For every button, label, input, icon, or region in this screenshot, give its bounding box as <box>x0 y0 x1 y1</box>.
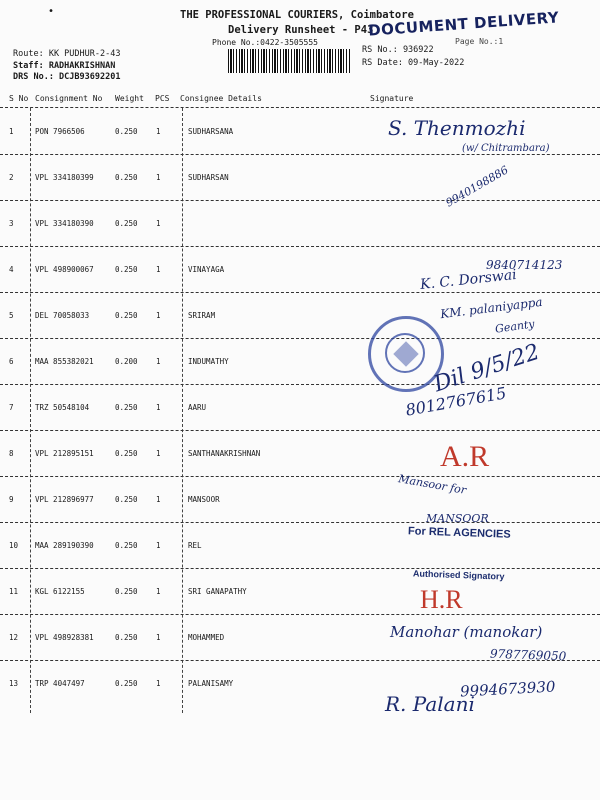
drs-number: DRS No.: DCJB93692201 <box>13 72 121 82</box>
row-weight: 0.250 <box>115 633 138 642</box>
phone-number: Phone No.:0422-3505555 <box>212 38 318 47</box>
row-pcs: 1 <box>156 587 161 596</box>
document-delivery-stamp: DOCUMENT DELIVERY <box>367 8 560 40</box>
table-row <box>0 430 600 477</box>
row-pcs: 1 <box>156 173 161 182</box>
row-weight: 0.250 <box>115 127 138 136</box>
row-pcs: 1 <box>156 219 161 228</box>
table-row <box>0 384 600 431</box>
row-weight: 0.200 <box>115 357 138 366</box>
staff: Staff: RADHAKRISHNAN <box>13 61 116 71</box>
signature-7: 8012767615 <box>404 383 508 420</box>
col-consignee: Consignee Details <box>180 94 262 103</box>
row-pcs: 1 <box>156 495 161 504</box>
row-consignee: PALANISAMY <box>188 679 234 688</box>
speck: • <box>48 6 55 17</box>
row-weight: 0.250 <box>115 265 138 274</box>
signature-12-phone: 9787769050 <box>489 646 567 664</box>
row-consignee: SUDHARSANA <box>188 127 234 136</box>
row-pcs: 1 <box>156 311 161 320</box>
row-consignment: VPL 334180390 <box>35 219 94 228</box>
signature-5: KM. palaniyappa <box>439 294 544 322</box>
rs-number: RS No.: 936922 <box>362 45 434 55</box>
row-consignment: TRZ 50548104 <box>35 403 90 412</box>
row-consignment: VPL 498900067 <box>35 265 94 274</box>
signature-13-phone: 9994673930 <box>459 677 556 701</box>
row-sno: 12 <box>9 633 19 642</box>
signature-4-phone: 9840714123 <box>486 258 563 272</box>
rel-agencies-stamp: For REL AGENCIES <box>407 525 511 541</box>
signature-4: K. C. Dorswai <box>419 266 518 294</box>
row-consignee: REL <box>188 541 202 550</box>
row-pcs: 1 <box>156 679 161 688</box>
table-row <box>0 200 600 247</box>
row-consignee: MANSOOR <box>188 495 220 504</box>
row-consignment: KGL 6122155 <box>35 587 85 596</box>
row-consignee: VINAYAGA <box>188 265 225 274</box>
signature-1: S. Thenmozhi <box>388 116 526 140</box>
row-weight: 0.250 <box>115 679 138 688</box>
row-consignment: DEL 70058033 <box>35 311 90 320</box>
col-weight: Weight <box>115 94 144 103</box>
signature-6: Dil 9/5/22 <box>430 339 543 398</box>
col-consignment: Consignment No <box>35 94 103 103</box>
row-consignment: PON 7966506 <box>35 127 85 136</box>
signature-2: 9940198886 <box>443 163 511 210</box>
signature-9b: MANSOOR <box>426 512 489 525</box>
row-pcs: 1 <box>156 449 161 458</box>
row-sno: 10 <box>9 541 19 550</box>
table-row <box>0 568 600 615</box>
row-weight: 0.250 <box>115 219 138 228</box>
row-sno: 7 <box>9 403 14 412</box>
row-consignee: MOHAMMED <box>188 633 225 642</box>
row-consignment: VPL 212896977 <box>35 495 94 504</box>
table-row <box>0 154 600 201</box>
row-consignee: INDUMATHY <box>188 357 229 366</box>
row-sno: 9 <box>9 495 14 504</box>
signature-13: R. Palani <box>385 692 475 716</box>
row-consignee: SUDHARSAN <box>188 173 229 182</box>
row-weight: 0.250 <box>115 587 138 596</box>
company-title: THE PROFESSIONAL COURIERS, Coimbatore <box>180 9 414 21</box>
row-weight: 0.250 <box>115 403 138 412</box>
row-consignee: SRIRAM <box>188 311 216 320</box>
barcode <box>228 49 350 73</box>
row-consignment: MAA 289190390 <box>35 541 94 550</box>
col-pcs: PCS <box>155 94 170 103</box>
row-consignment: MAA 855382021 <box>35 357 94 366</box>
col-signature: Signature <box>370 94 414 103</box>
row-consignment: VPL 212895151 <box>35 449 94 458</box>
row-sno: 8 <box>9 449 14 458</box>
authorised-signatory-stamp: Authorised Signatory <box>412 568 505 582</box>
table-row <box>0 476 600 523</box>
row-sno: 5 <box>9 311 14 320</box>
runsheet-subtitle: Delivery Runsheet - P43 <box>228 24 374 36</box>
row-consignee: AARU <box>188 403 207 412</box>
row-pcs: 1 <box>156 357 161 366</box>
row-pcs: 1 <box>156 127 161 136</box>
hr-mark: H.R <box>420 585 463 614</box>
row-weight: 0.250 <box>115 449 138 458</box>
signature-5b: Geanty <box>494 317 536 336</box>
row-pcs: 1 <box>156 633 161 642</box>
signature-12: Manohar (manokar) <box>390 623 543 641</box>
row-weight: 0.250 <box>115 495 138 504</box>
row-consignment: VPL 334180399 <box>35 173 94 182</box>
row-sno: 11 <box>9 587 19 596</box>
row-consignment: TRP 4047497 <box>35 679 85 688</box>
row-pcs: 1 <box>156 265 161 274</box>
row-sno: 4 <box>9 265 14 274</box>
row-consignment: VPL 498928381 <box>35 633 94 642</box>
row-pcs: 1 <box>156 403 161 412</box>
row-weight: 0.250 <box>115 173 138 182</box>
row-consignee: SANTHANAKRISHNAN <box>188 449 261 458</box>
row-sno: 2 <box>9 173 14 182</box>
rs-date: RS Date: 09-May-2022 <box>362 58 465 68</box>
signature-9: Mansoor for <box>397 472 468 497</box>
signature-1-note: (w/ Chitrambara) <box>462 143 550 154</box>
ar-mark: A.R <box>440 440 490 473</box>
row-pcs: 1 <box>156 541 161 550</box>
col-sno: S No <box>9 94 29 103</box>
row-sno: 13 <box>9 679 19 688</box>
row-sno: 3 <box>9 219 14 228</box>
row-sno: 6 <box>9 357 14 366</box>
row-weight: 0.250 <box>115 541 138 550</box>
row-sno: 1 <box>9 127 14 136</box>
row-consignee: SRI GANAPATHY <box>188 587 247 596</box>
page-number: Page No.:1 <box>455 37 504 46</box>
route: Route: KK PUDHUR-2-43 <box>13 49 121 59</box>
row-weight: 0.250 <box>115 311 138 320</box>
